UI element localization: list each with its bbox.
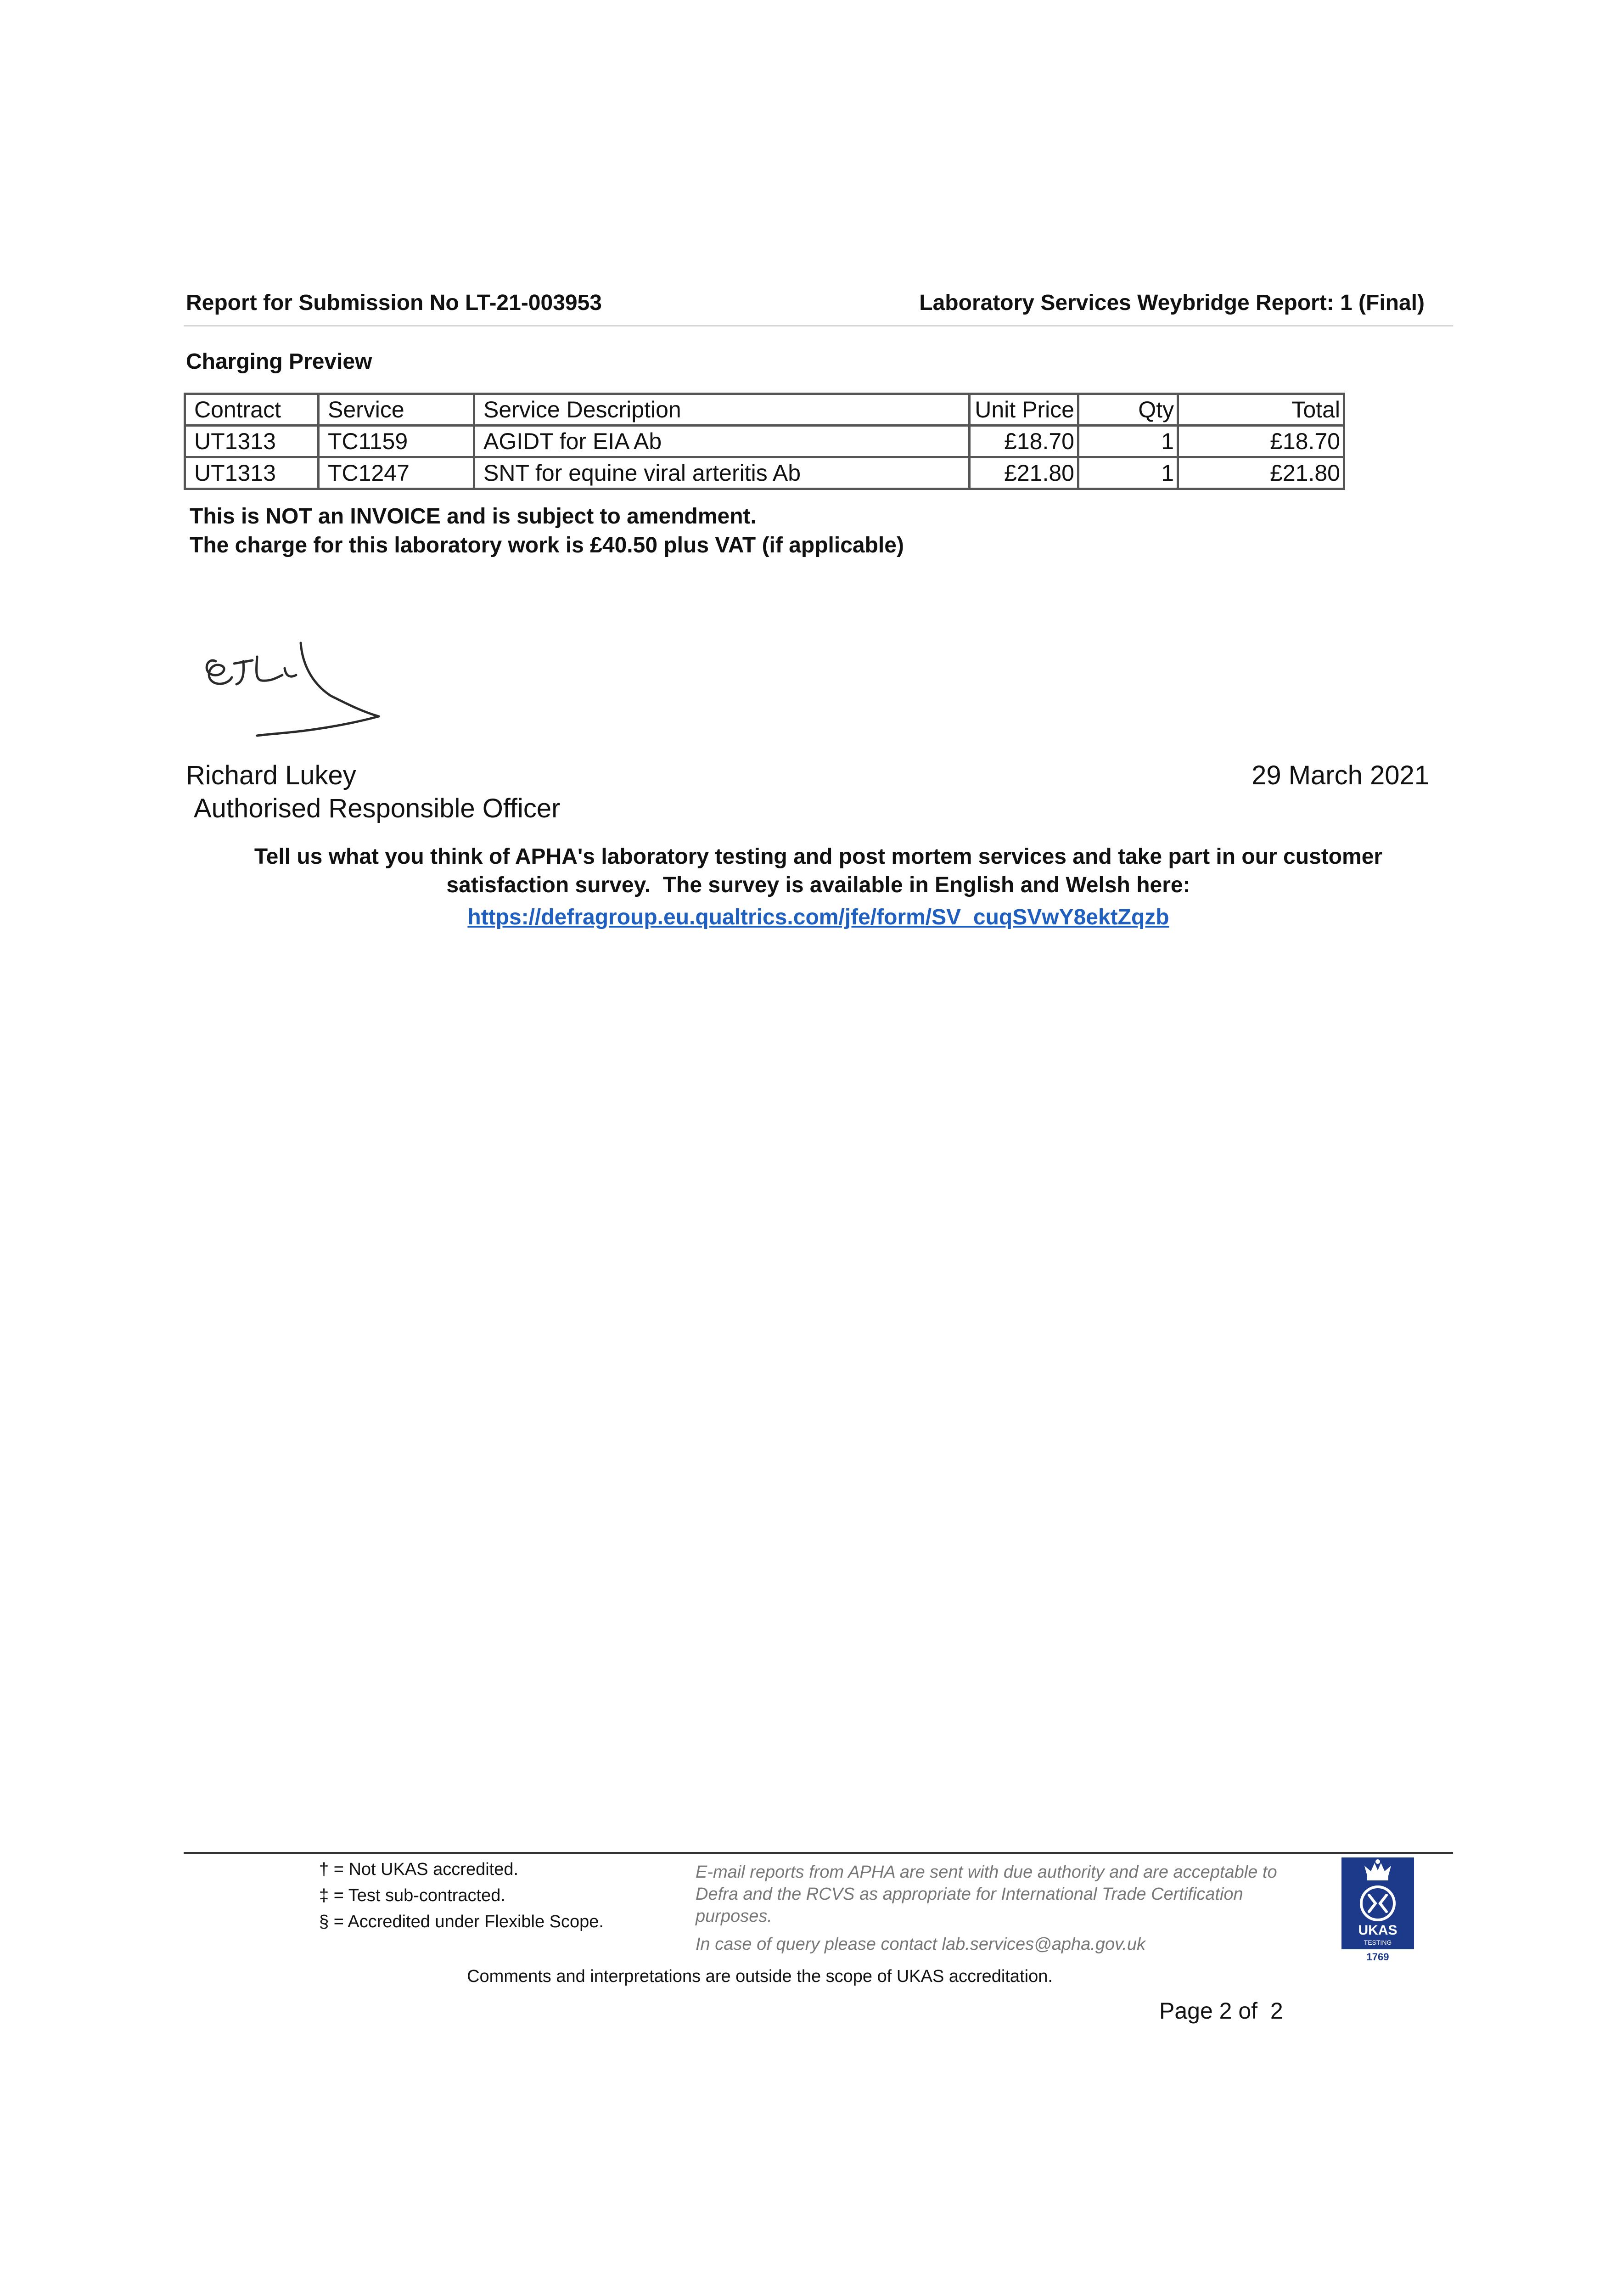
cell-service: TC1159 — [319, 426, 474, 457]
page-number: Page 2 of 2 — [1159, 1998, 1283, 2024]
logo-number: 1769 — [1366, 1951, 1389, 1963]
sign-date: 29 March 2021 — [1252, 760, 1429, 790]
legend-sub-contracted: ‡ = Test sub-contracted. — [319, 1886, 505, 1905]
cell-description: SNT for equine viral arteritis Ab — [474, 457, 970, 489]
legend-not-accredited: † = Not UKAS accredited. — [319, 1860, 519, 1879]
legend-flexible-scope: § = Accredited under Flexible Scope. — [319, 1912, 604, 1931]
signer-name: Richard Lukey — [186, 760, 356, 790]
cell-description: AGIDT for EIA Ab — [474, 426, 970, 457]
cell-unit-price: £21.80 — [970, 457, 1078, 489]
survey-line-2: satisfaction survey. The survey is available in English and Welsh here: — [446, 873, 1190, 897]
cell-qty: 1 — [1078, 426, 1178, 457]
query-contact-note: In case of query please contact lab.services@apha.gov.uk — [696, 1935, 1145, 1954]
cell-contract: UT1313 — [185, 426, 319, 457]
footer-divider — [184, 1852, 1453, 1854]
column-header-service: Service — [319, 394, 474, 426]
column-header-unit-price: Unit Price — [970, 394, 1078, 426]
survey-invitation — [184, 843, 1453, 900]
table-header-row — [185, 394, 1344, 426]
table-row — [185, 426, 1344, 457]
cell-unit-price: £18.70 — [970, 426, 1078, 457]
cell-service: TC1247 — [319, 457, 474, 489]
signer-role: Authorised Responsible Officer — [194, 793, 561, 823]
email-authority-note: E-mail reports from APHA are sent with due authority and are acceptable to Defra and the RCVS as appropriate for International Trade Certification purposes. — [696, 1863, 1277, 1926]
charging-preview-title: Charging Preview — [186, 349, 372, 374]
column-header-contract: Contract — [185, 394, 319, 426]
column-header-qty: Qty — [1078, 394, 1178, 426]
survey-line-1: Tell us what you think of APHA's laboratory testing and post mortem services and take part in our customer — [254, 844, 1383, 869]
charge-total-note: The charge for this laboratory work is £40.50 plus VAT (if applicable) — [190, 533, 904, 557]
signature-icon — [197, 629, 399, 753]
column-header-total: Total — [1178, 394, 1344, 426]
column-header-description: Service Description — [474, 394, 970, 426]
charges-table — [184, 393, 1345, 490]
submission-number: Report for Submission No LT-21-003953 — [186, 291, 602, 315]
table-row — [185, 457, 1344, 489]
logo-text: UKAS — [1358, 1923, 1398, 1938]
not-invoice-note: This is NOT an INVOICE and is subject to amendment. — [190, 504, 757, 529]
survey-link[interactable]: https://defragroup.eu.qualtrics.com/jfe/form/SV_cuqSVwY8ektZqzb — [467, 905, 1169, 929]
ukas-scope-note: Comments and interpretations are outside the scope of UKAS accreditation. — [467, 1967, 1053, 1986]
report-title: Laboratory Services Weybridge Report: 1 (Final) — [919, 291, 1425, 315]
cell-total: £18.70 — [1178, 426, 1344, 457]
header-divider — [184, 325, 1453, 326]
cell-total: £21.80 — [1178, 457, 1344, 489]
logo-subtext: TESTING — [1364, 1939, 1392, 1946]
cell-qty: 1 — [1078, 457, 1178, 489]
cell-contract: UT1313 — [185, 457, 319, 489]
ukas-logo-icon — [1341, 1857, 1414, 1963]
